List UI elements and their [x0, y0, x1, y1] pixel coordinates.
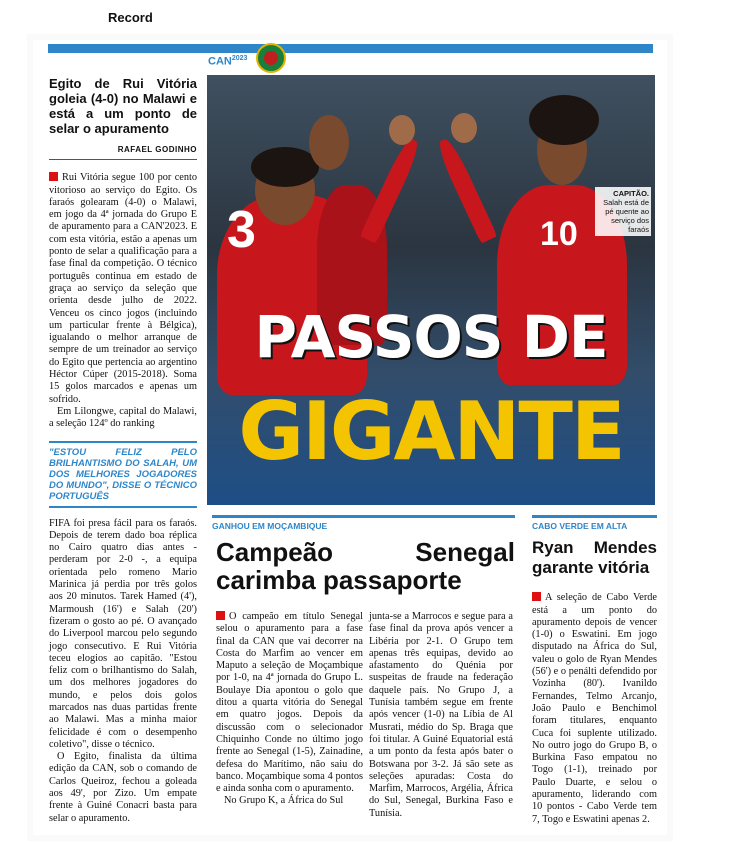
senegal-col-1-end: No Grupo K, a África do Sul: [224, 795, 344, 807]
hero-photo: [207, 75, 655, 505]
senegal-story: [212, 515, 515, 604]
shirt-number-10: 10: [540, 215, 578, 253]
hand-right: [451, 113, 477, 143]
hand-left: [389, 115, 415, 145]
lead-kicker: Egito de Rui Vitória goleia (4-0) no Malawi e está a um ponto de selar o apuramento: [49, 76, 197, 136]
caboverde-title: Ryan Mendes garante vitória: [532, 538, 657, 578]
lead-body-2: Em Lilongwe, capital do Malawi, a seleção 124º do ranking: [49, 405, 197, 430]
player-10-hair: [529, 95, 599, 145]
player-back-head: [309, 115, 349, 170]
senegal-section-label: GANHOU EM MOÇAMBIQUE: [212, 515, 515, 532]
byline: RAFAEL GODINHO: [117, 145, 197, 154]
quote-rule: [49, 441, 197, 443]
headline-line-2: GIGANTE: [238, 385, 624, 478]
caboverde-story: [532, 515, 657, 826]
divider: [49, 159, 197, 160]
headline-line-1: PASSOS DE: [254, 303, 608, 371]
shirt-number-3: 3: [227, 201, 256, 259]
section-bar: [48, 44, 653, 53]
lead-body-3: FIFA foi presa fácil para os faraós. Depois de terem dado boa réplica no Cairo quatro dias antes - perderam por 2-0 -, a equipa orientada pelo romeno Mario Marinica já perdia por três golos aos 20 minutos. Tarek Hamed (4'), Marmoush (16') e Salah (20') fizeram o gosto ao pé. O avançado do Liverpool marcou pelo segundo jogo consecutivo. E Rui Vitória teceu elogios ao capitão. "Estou feliz com o brilhantismo do Salah, um dos melhores jogadores do mundo, e pelos dois golos marcados nas duas partidas frente ao Malawi. Mas a minha maior felicidade é com o desempenho coletivo", disse o técnico.: [49, 517, 197, 750]
pull-quote: "ESTOU FELIZ PELO BRILHANTISMO DO SALAH, UM DOS MELHORES JOGADORES DO MUNDO", DISSE O TÉCNICO PORTUGUÊS: [49, 446, 197, 502]
raised-arm-right: [435, 136, 498, 243]
red-square-icon: [532, 592, 541, 601]
lead-column: [49, 76, 197, 825]
source-label: Record: [108, 10, 153, 25]
caboverde-section-label: CABO VERDE EM ALTA: [532, 515, 657, 532]
red-square-icon: [49, 172, 58, 181]
lead-body-4: O Egito, finalista da última edição da CAN, sob o comando de Carlos Queiroz, fechou a goleada aos 49', por Zizo. Um empate frente à Guiné Conacri basta para selar o apuramento.: [49, 751, 197, 824]
section-label: [208, 55, 247, 68]
red-square-icon: [216, 611, 225, 620]
photo-caption: [595, 187, 651, 236]
caption-title: CAPITÃO.: [613, 189, 649, 198]
caboverde-body: A seleção de Cabo Verde está a um ponto do apuramento depois de vencer (1-0) o Eswatini. Em jogo disputado na África do Sul, valeu o golo de Ryan Mendes (56') e o penálti defendido por Vozinha (80'). Ivanildo Fernandes, Telmo Arcanjo, João Paulo e Benchimol foram titulares, enquanto Cuca foi suplente utilizado. No outro jogo do Grupo B, o Burkina Faso empatou no Togo (1-1), treinado por Paulo Duarte, e selou o apuramento, liderando com 10 pontos - Cabo Verde tem 7, Togo e Eswatini apenas 2.: [532, 592, 657, 825]
section-year: 2023: [231, 55, 248, 62]
section-name: CAN: [208, 55, 232, 68]
player-3-hair: [251, 147, 319, 187]
quote-rule-bottom: [49, 506, 197, 508]
senegal-title: Campeão Senegal carimba passaporte: [216, 537, 515, 596]
senegal-col-2: junta-se a Marrocos e segue para a fase final da prova após vencer a Libéria por 2-1. O Grupo tem apenas três equipas, devido ao afastamento do Quénia por suspeitas de fraude na federação daquele país. No Grupo J, a Tunísia também segue em frente após vencer (1-0) na Líbia de Al Musrati, médio do Sp. Braga que foi titular. A Guiné Equatorial está a um ponto da festa após bater o Botswana por 3-2. Já são sete as seleções apuradas: Costa do Marfim, Marrocos, Argélia, África do Sul, Senegal, Burkina Faso e Tunísia.: [369, 611, 513, 819]
senegal-col-1: O campeão em título Senegal selou o apuramento para a fase final da CAN que vai decorrer na Costa do Marfim ao vencer em Maputo a seleção de Moçambique por 1-0, na 4ª jornada do Grupo L. Boulaye Dia apontou o golo que ditou a quarta vitória do Senegal em quatro jogos. Depois da discussão com o selecionador Chiquinho Conde no último jogo frente ao Senegal (1-5), Zainadine, defesa do Marítimo, não saiu do banco. Moçambique soma 4 pontos e ainda sonha com o apuramento. No Grupo K, a África do Sul: [216, 611, 363, 807]
can-logo-icon: [256, 43, 286, 73]
caption-text: Salah está de pé quente ao serviço dos faraós: [603, 198, 649, 234]
lead-body-1: Rui Vitória segue 100 por cento vitorioso ao serviço do Egito. Os faraós golearam (4-0) o Malawi, em jogo da 4ª jornada do Grupo E de apuramento para a CAN'2023. E com esta vitória, estão a apenas um ponto de selar a qualificação para a fase final da competição. O técnico português continua em estado de graça ao serviço da seleção que orienta desde julho de 2022. Venceu os cinco jogos (incluindo um particular frente à Bélgica), igualando o melhor arranque de sempre de um treinador ao serviço do Egito que pertencia ao argentino Héctor Cúper (2015-2018). Soma 15 golos marcados e apenas um sofrido.: [49, 172, 197, 405]
